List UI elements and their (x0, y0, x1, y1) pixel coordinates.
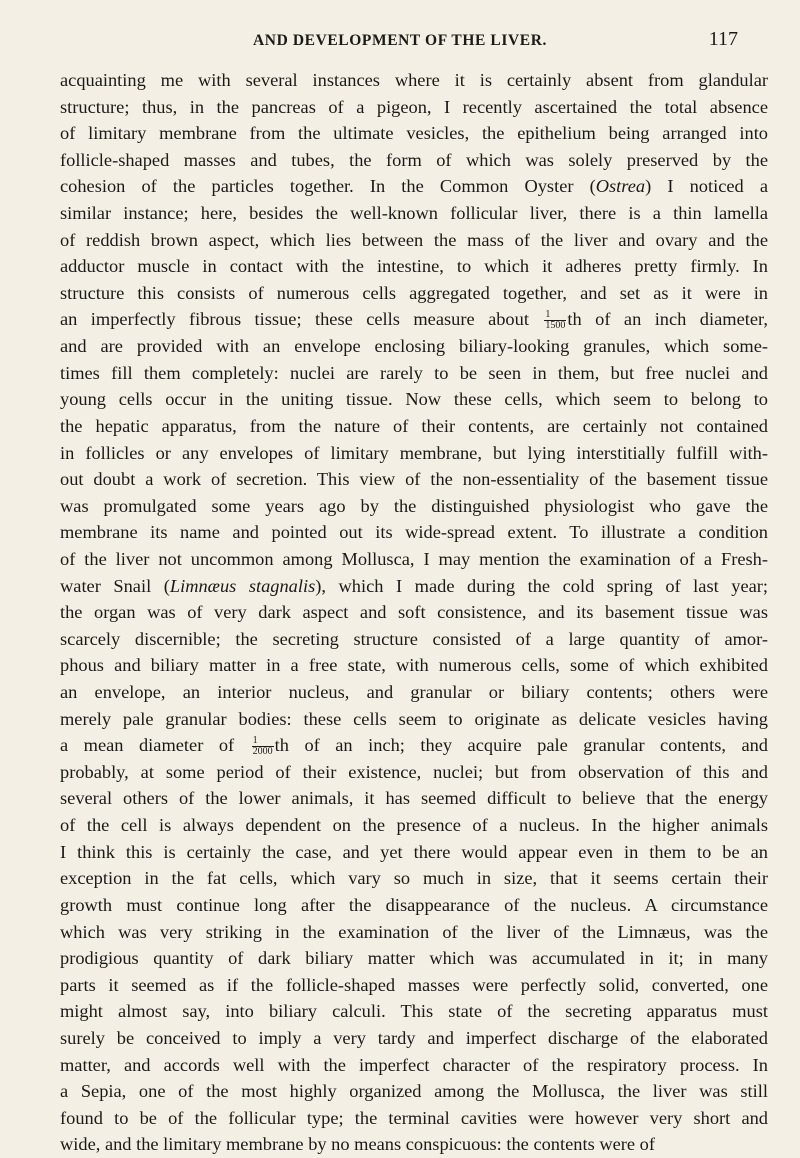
line-text: similar instance; here, besides the well-known follicular liver, there is a thin lamella (60, 203, 768, 224)
text-line (60, 280, 768, 307)
line-text: an envelope, an interior nucleus, and granular or biliary contents; others were (60, 682, 768, 703)
line-text: of the cell is always dependent on the presence of a nucleus. In the higher animals (60, 815, 768, 836)
line-text: follicle-shaped masses and tubes, the form of which was solely preserved by the (60, 149, 768, 170)
text-line (60, 306, 768, 333)
text-line (60, 573, 768, 600)
line-text: surely be conceived to imply a very tardy and imperfect discharge of the elaborated (60, 1027, 768, 1048)
line-text: th of an inch diameter, (567, 309, 768, 330)
line-text: several others of the lower animals, it has seemed difficult to believe that the energy (60, 788, 768, 809)
line-text: exception in the fat cells, which vary so much in size, that it seems certain their (60, 868, 768, 889)
text-line (60, 1131, 768, 1158)
line-text: was promulgated some years ago by the distinguished physiologist who gave the (60, 495, 768, 516)
line-text: times fill them completely: nuclei are rarely to be seen in them, but free nuclei and (60, 362, 768, 383)
text-line (60, 227, 768, 254)
line-text: I think this is certainly the case, and yet there would appear even in them to be an (60, 841, 768, 862)
line-text: ), which I made during the cold spring of last year; (315, 575, 769, 596)
text-line (60, 147, 768, 174)
text-line (60, 120, 768, 147)
body-text (60, 67, 768, 1158)
line-text: out doubt a work of secretion. This view of the non-essentiality of the basement tissue (60, 469, 768, 490)
line-text: water Snail ( (60, 575, 170, 596)
text-line (60, 679, 768, 706)
line-text: wide, and the limitary membrane by no means conspicuous: the contents were of (60, 1134, 655, 1155)
line-text: and are provided with an envelope enclosing biliary-looking granules, which some- (60, 336, 768, 357)
line-text: a Sepia, one of the most highly organized among the Mollusca, the liver was still (60, 1081, 768, 1102)
line-text: prodigious quantity of dark biliary matter which was accumulated in it; in many (60, 948, 768, 969)
line-text: of limitary membrane from the ultimate vesicles, the epithelium being arranged into (60, 123, 768, 144)
text-line (60, 466, 768, 493)
text-line (60, 440, 768, 467)
text-line (60, 519, 768, 546)
running-title: AND DEVELOPMENT OF THE LIVER. (252, 32, 547, 49)
line-text: phous and biliary matter in a free state, with numerous cells, some of which exhibited (60, 655, 768, 676)
line-text: an imperfectly fibrous tissue; these cells measure about (60, 309, 543, 330)
line-text: in follicles or any envelopes of limitary membrane, but lying interstitially fulfill with- (60, 442, 768, 463)
line-text: membrane its name and pointed out its wide-spread extent. To illustrate a condition (60, 522, 768, 543)
text-line (60, 173, 768, 200)
text-line (60, 652, 768, 679)
fraction (252, 736, 274, 757)
text-line (60, 413, 768, 440)
text-line (60, 945, 768, 972)
text-line (60, 94, 768, 121)
line-text: acquainting me with several instances where it is certainly absent from glandular (60, 70, 768, 90)
fraction-denominator: 1500 (545, 320, 566, 332)
text-line (60, 812, 768, 839)
text-line (60, 785, 768, 812)
text-line (60, 1052, 768, 1079)
fraction-numerator: 1 (544, 310, 566, 321)
text-line (60, 972, 768, 999)
line-text: ) I noticed a (645, 176, 768, 197)
fraction-denominator: 2000 (252, 746, 273, 758)
text-line (60, 1105, 768, 1132)
running-head (0, 26, 800, 58)
line-text: a mean diameter of (60, 735, 250, 756)
text-line (60, 1078, 768, 1105)
text-line (60, 839, 768, 866)
line-text: found to be of the follicular type; the terminal cavities were however very short and (60, 1107, 768, 1128)
line-text: matter, and accords well with the imperfect character of the respiratory process. In (60, 1054, 768, 1075)
text-line (60, 253, 768, 280)
text-line (60, 706, 768, 733)
line-text: of reddish brown aspect, which lies between the mass of the liver and ovary and the (60, 229, 768, 250)
line-text: might almost say, into biliary calculi. This state of the secreting apparatus must (60, 1001, 768, 1022)
line-text: th of an inch; they acquire pale granular contents, and (274, 735, 768, 756)
italic-term: Limnæus stagnalis (169, 575, 316, 596)
text-line (60, 919, 768, 946)
text-line (60, 865, 768, 892)
line-text: young cells occur in the uniting tissue. Now these cells, which seem to belong to (60, 389, 768, 410)
text-line (60, 493, 768, 520)
line-text: probably, at some period of their existence, nuclei; but from observation of this and (60, 761, 768, 782)
line-text: adductor muscle in contact with the intestine, to which it adheres pretty firmly. In (60, 256, 768, 277)
fraction (544, 310, 566, 331)
line-text: structure; thus, in the pancreas of a pigeon, I recently ascertained the total absence (60, 96, 768, 117)
line-text: the hepatic apparatus, from the nature of their contents, are certainly not contained (60, 415, 768, 436)
italic-term: Ostrea (595, 176, 646, 197)
text-line (60, 998, 768, 1025)
text-line (60, 67, 768, 94)
line-text: parts it seemed as if the follicle-shaped masses were perfectly solid, converted, one (60, 974, 768, 995)
text-line (60, 759, 768, 786)
text-line (60, 386, 768, 413)
text-line (60, 360, 768, 387)
text-line (60, 200, 768, 227)
line-text: growth must continue long after the disappearance of the nucleus. A circumstance (60, 894, 768, 915)
text-line (60, 546, 768, 573)
line-text: structure this consists of numerous cells aggregated together, and set as it were in (60, 282, 768, 303)
line-text: scarcely discernible; the secreting structure consisted of a large quantity of amor- (60, 628, 768, 649)
line-text: the organ was of very dark aspect and soft consistence, and its basement tissue was (60, 602, 768, 623)
page-number: 117 (708, 28, 738, 50)
line-text: cohesion of the particles together. In the Common Oyster ( (60, 176, 596, 197)
text-line (60, 599, 768, 626)
text-line (60, 626, 768, 653)
text-line (60, 892, 768, 919)
line-text: merely pale granular bodies: these cells seem to originate as delicate vesicles having (60, 708, 768, 729)
text-line (60, 333, 768, 360)
line-text: of the liver not uncommon among Mollusca, I may mention the examination of a Fresh- (60, 548, 768, 569)
text-line (60, 732, 768, 759)
text-line (60, 1025, 768, 1052)
line-text: which was very striking in the examination of the liver of the Limnæus, was the (60, 921, 768, 942)
fraction-numerator: 1 (252, 736, 274, 747)
